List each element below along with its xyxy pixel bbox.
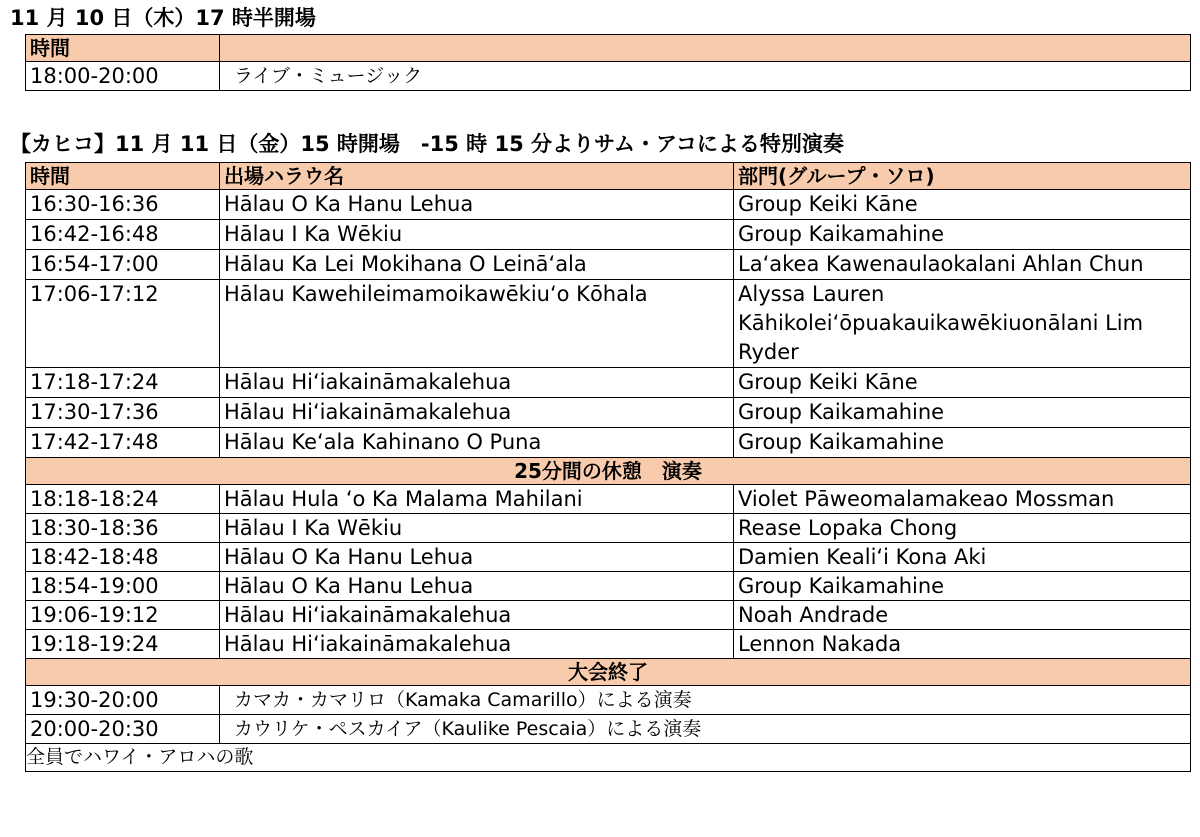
time-cell: 18:00-20:00 [26,62,220,91]
division-cell: Alyssa Lauren Kāhikoleiʻōpuakauikawēkiuonālani Lim Ryder [734,280,1191,368]
closing-row [26,744,1191,772]
time-cell: 19:06-19:12 [26,601,220,630]
event-cell: カウリケ・ペスカイア（Kaulike Pescaia）による演奏 [220,715,1191,744]
header-halau: 出場ハラウ名 [220,163,734,190]
halau-cell: Hālau Keʻala Kahinano O Puna [220,428,734,458]
division-cell: Group Keiki Kāne [734,368,1191,398]
time-cell: 17:30-17:36 [26,398,220,428]
table-header-row [26,163,1191,190]
header-blank [220,35,1191,62]
table-header-row [26,35,1191,62]
time-cell: 18:42-18:48 [26,543,220,572]
division-cell: Noah Andrade [734,601,1191,630]
table-row [26,220,1191,250]
time-cell: 17:42-17:48 [26,428,220,458]
time-cell: 17:06-17:12 [26,280,220,368]
division-cell: Laʻakea Kawenaulaokalani Ahlan Chun [734,250,1191,280]
division-cell: Group Kaikamahine [734,572,1191,601]
division-cell: Lennon Nakada [734,630,1191,659]
table-row [26,398,1191,428]
day1-heading: 11 月 10 日（木）17 時半開場 [10,6,316,30]
end-label: 大会終了 [26,659,1191,686]
halau-cell: Hālau Hiʻiakaināmakalehua [220,398,734,428]
division-cell: Violet Pāweomalamakeao Mossman [734,485,1191,514]
halau-cell: Hālau I Ka Wēkiu [220,514,734,543]
time-cell: 18:18-18:24 [26,485,220,514]
day2-heading: 【カヒコ】11 月 11 日（金）15 時開場 -15 時 15 分よりサム・アコによる特別演奏 [10,132,844,156]
halau-cell: Hālau Hiʻiakaināmakalehua [220,601,734,630]
table-row [26,630,1191,659]
halau-cell: Hālau O Ka Hanu Lehua [220,572,734,601]
time-cell: 18:54-19:00 [26,572,220,601]
division-cell: Group Kaikamahine [734,398,1191,428]
header-time: 時間 [26,163,220,190]
halau-cell: Hālau Hula ʻo Ka Malama Mahilani [220,485,734,514]
halau-cell: Hālau Hiʻiakaināmakalehua [220,368,734,398]
event-cell: ライブ・ミュージック [220,62,1191,91]
break-row [26,458,1191,485]
schedule-rows-part2 [26,485,1191,659]
table-row [26,715,1191,744]
halau-cell: Hālau Ka Lei Mokihana O Leināʻala [220,250,734,280]
table-row [26,485,1191,514]
day1-schedule-table [25,34,1191,91]
time-cell: 16:54-17:00 [26,250,220,280]
time-cell: 20:00-20:30 [26,715,220,744]
division-cell: Group Keiki Kāne [734,190,1191,220]
time-cell: 18:30-18:36 [26,514,220,543]
table-row [26,686,1191,715]
table-row [26,572,1191,601]
halau-cell: Hālau Hiʻiakaināmakalehua [220,630,734,659]
closing-cell: 全員でハワイ・アロハの歌 [26,744,1191,772]
time-cell: 19:18-19:24 [26,630,220,659]
table-row [26,250,1191,280]
table-row [26,601,1191,630]
division-cell: Damien Kealiʻi Kona Aki [734,543,1191,572]
division-cell: Group Kaikamahine [734,428,1191,458]
time-cell: 17:18-17:24 [26,368,220,398]
table-row [26,280,1191,368]
day2-schedule-table [25,162,1191,772]
header-division: 部門(グループ・ソロ) [734,163,1191,190]
time-cell: 19:30-20:00 [26,686,220,715]
division-cell: Rease Lopaka Chong [734,514,1191,543]
table-row [26,368,1191,398]
event-cell: カマカ・カマリロ（Kamaka Camarillo）による演奏 [220,686,1191,715]
end-row [26,659,1191,686]
table-row [26,190,1191,220]
time-cell: 16:42-16:48 [26,220,220,250]
schedule-rows-part1 [26,190,1191,458]
division-cell: Group Kaikamahine [734,220,1191,250]
halau-cell: Hālau O Ka Hanu Lehua [220,543,734,572]
halau-cell: Hālau O Ka Hanu Lehua [220,190,734,220]
break-label: 25分間の休憩 演奏 [26,458,1191,485]
table-row [26,514,1191,543]
halau-cell: Hālau Kawehileimamoikawēkiuʻo Kōhala [220,280,734,368]
table-row [26,543,1191,572]
halau-cell: Hālau I Ka Wēkiu [220,220,734,250]
header-time: 時間 [26,35,220,62]
time-cell: 16:30-16:36 [26,190,220,220]
table-row [26,62,1191,91]
table-row [26,428,1191,458]
